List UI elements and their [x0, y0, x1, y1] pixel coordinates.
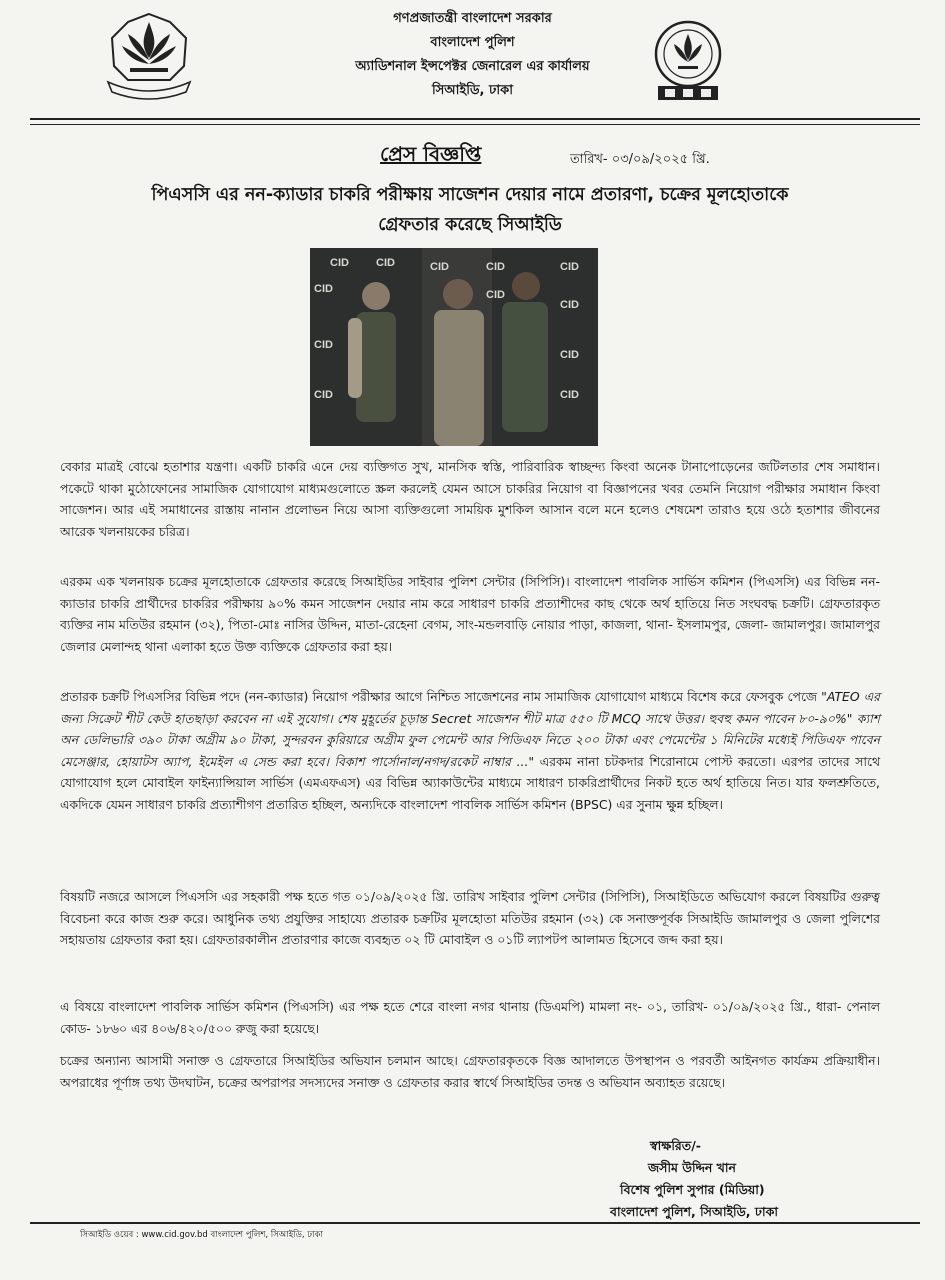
headline-line-2: গ্রেফতার করেছে সিআইডি: [378, 215, 562, 235]
header-line-govt: গণপ্রজাতন্ত্রী বাংলাদেশ সরকার: [393, 11, 552, 26]
signature-designation: বিশেষ পুলিশ সুপার (মিডিয়া): [620, 1182, 765, 1197]
signature-name: জসীম উদ্দিন খান: [648, 1160, 736, 1175]
page-title: প্রেস বিজ্ঞপ্তি: [380, 142, 482, 166]
footer-divider: [30, 1222, 920, 1224]
cid-backdrop-text: CID: [376, 257, 395, 269]
paragraph-5: এ বিষয়ে বাংলাদেশ পাবলিক সার্ভিস কমিশন (পিএসসি) এর পক্ষ হতে শেরে বাংলা নগর থানায় (ডিএমপি) মামলা নং- ০১, তারিখ- ০১/০৯/২০২৫ খ্রি., ধারা- পেনাল কোড- ১৮৬০ এর ৪০৬/৪২০/৫০০ রুজু করা হয়েছে।: [60, 999, 880, 1036]
paragraph-1: বেকার মাত্রই বোঝে হতাশার যন্ত্রণা। একটি চাকরি এনে দেয় ব্যক্তিগত সুখ, মানসিক স্বস্তি, পারিবারিক স্বাচ্ছন্দ্য কিংবা অনেক টানাপোড়েনের জটিলতার শেষ সমাধান। পকেটে থাকা মুঠোফোনের সামাজিক যোগাযোগ মাধ্যমগুলোতে স্ক্রল করলেই যেমন আসে চাকরির নিয়োগ বা বিজ্ঞাপনের খবর তেমনি নিয়োগ পরীক্ষার সমাধান কিংবা সাজেশন। আর এই সমাধানের রাস্তায় নানান প্রলোভন নিয়ে আসা ব্যক্তিগুলো সাময়িক মুশকিল আসান বলে মনে হলেও শেষমেশ তারাও হয়ে ওঠে হতাশার জীবনের আরেক খলনায়কের চরিত্র।: [60, 459, 880, 539]
header-line-office: অ্যাডিশনাল ইন্সপেক্টর জেনারেল এর কার্যালয়: [355, 59, 590, 74]
signature-signed: স্বাক্ষরিত/-: [650, 1138, 701, 1153]
paragraph-3: [60, 686, 880, 815]
cid-backdrop-text: CID: [486, 261, 505, 273]
cid-backdrop-text: CID: [560, 261, 579, 273]
arrest-photo: [310, 248, 598, 446]
header-line-police: বাংলাদেশ পুলিশ: [430, 35, 515, 50]
cid-backdrop-text: CID: [314, 389, 333, 401]
cid-backdrop-text: CID: [314, 283, 333, 295]
header-divider-thin: [30, 124, 920, 125]
paragraph-3-rest: এরকম নানা চটকদার শিরোনামে পোস্ট করতো। এরপর তাদের সাথে যোগাযোগ হলে মোবাইল ফাইন্যান্সিয়াল সার্ভিস (এমএফএস) এর বিভিন্ন অ্যাকাউন্টের মাধ্যমে সাধারণ চাকরিপ্রার্থীদের নিকট হতে অর্থ হাতিয়ে নিত। যার ফলশ্রুতিতে, একদিকে যেমন সাধারণ চাকরি প্রত্যাশীগণ প্রতারিত হচ্ছিল, অন্যদিকে বাংলাদেশ পাবলিক সার্ভিস কমিশন (BPSC) এর সুনাম ক্ষুন্ন হচ্ছিল।: [60, 753, 880, 812]
cid-backdrop-text: CID: [314, 339, 333, 351]
cid-backdrop-text: CID: [486, 289, 505, 301]
cid-backdrop-text: CID: [330, 257, 349, 269]
release-date: তারিখ- ০৩/০৯/২০২৫ খ্রি.: [570, 152, 710, 167]
paragraph-4: বিষয়টি নজরে আসলে পিএসসি এর সহকারী পক্ষ হতে গত ০১/০৯/২০২৫ খ্রি. তারিখ সাইবার পুলিশ সেন্টার (সিপিসি), সিআইডিতে অভিযোগ করলে বিষয়টির গুরুত্ব বিবেচনা করে কাজ শুরু করে। আধুনিক তথ্য প্রযুক্তির সাহায্যে প্রতারক চক্রটির মূলহোতা মতিউর রহমান (৩২) কে সনাক্তপূর্বক সিআইডি জামালপুর ও জেলা পুলিশের সহায়তায় গ্রেফতার করা হয়। গ্রেফতারকালীন প্রতারণার কাজে ব্যবহৃত ০২ টি মোবাইল ও ০১টি ল্যাপটপ আলামত হিসেবে জব্দ করা হয়।: [60, 889, 880, 947]
paragraph-3-quoted-ad: "ATEO এর জন্য সিক্রেট শীট কেউ হাতছাড়া করবেন না এই সুযোগ। শেষ মুহূর্তের চূড়ান্ত Secret সাজেশন শীট মাত্র ৫৫০ টি MCQ সাথে উত্তর। হুবহু কমন পাবেন ৮০-৯০%" ক্যাশ অন ডেলিভারি ৩৯০ টাকা অগ্রীম ৯০ টাকা, সুন্দরবন কুরিয়ারে অগ্রীম ফুল পেমেন্ট আর পিডিএফ নিতে ২০০ টাকা এবং পেমেন্টের ১ মিনিটের মধ্যেই পিডিএফ পাবেন মেসেঞ্জার, হোয়াটস অ্যাপ, ইমেইল এ সেন্ড করা হবে। বিকাশ পার্সোনাল/নগদ/রকেট নাম্বার ...": [60, 689, 880, 769]
paragraph-2: এরকম এক খলনায়ক চক্রের মূলহোতাকে গ্রেফতার করেছে সিআইডির সাইবার পুলিশ সেন্টার (সিপিসি)। বাংলাদেশ পাবলিক সার্ভিস কমিশন (পিএসসি) এর বিভিন্ন নন-ক্যাডার চাকরি প্রার্থীদের চাকরির পরীক্ষায় ৯০% কমন সাজেশন দেয়ার নাম করে সাধারণ চাকরি প্রত্যাশীদের কাছ থেকে অর্থ হাতিয়ে নিত সংঘবদ্ধ চক্রটি। গ্রেফতারকৃত ব্যক্তির নাম মতিউর রহমান (৩২), পিতা-মোঃ নাসির উদ্দিন, মাতা-রেহেনা বেগম, সাং-মন্ডলবাড়ি নোয়ার পাড়া, কাজলা, থানা- ইসলামপুর, জেলা- জামালপুর। জামালপুর জেলার মেলান্দহ থানা এলাকা হতে উক্ত ব্যক্তিকে গ্রেফতার করা হয়।: [60, 574, 880, 654]
cid-backdrop-text: CID: [560, 299, 579, 311]
paragraph-3-intro: প্রতারক চক্রটি পিএসসির বিভিন্ন পদে (নন-ক্যাডার) নিয়োগ পরীক্ষার আগে নিশ্চিত সাজেশনের নাম সামাজিক যোগাযোগ মাধ্যমে বিশেষ করে ফেসবুক পেজে: [60, 689, 822, 704]
headline-line-1: পিএসসি এর নন-ক্যাডার চাকরি পরীক্ষায় সাজেশন দেয়ার নামে প্রতারণা, চক্রের মূলহোতাকে: [151, 185, 789, 205]
cid-backdrop-text: CID: [560, 389, 579, 401]
paragraph-6: চক্রের অন্যান্য আসামী সনাক্ত ও গ্রেফতারে সিআইডির অভিযান চলমান আছে। গ্রেফতারকৃতকে বিজ্ঞ আদালতে উপস্থাপন ও পরবর্তী আইনগত কার্যক্রম প্রক্রিয়াধীন। অপরাধের পূর্ণাঙ্গ তথ্য উদঘাটন, চক্রের অপরাপর সদস্যদের সনাক্ত ও গ্রেফতার করার স্বার্থে সিআইডির তদন্ত ও অভিযান অব্যাহত রয়েছে।: [60, 1053, 880, 1090]
footer-web-address: সিআইডি ওয়েব : www.cid.gov.bd বাংলাদেশ পুলিশ, সিআইডি, ঢাকা: [80, 1230, 323, 1240]
arrest-photo-image: [310, 248, 598, 446]
header-divider: [30, 118, 920, 120]
cid-backdrop-text: CID: [560, 349, 579, 361]
headline: [40, 180, 900, 240]
header-line-cid: সিআইডি, ঢাকা: [432, 83, 513, 98]
signature-office: বাংলাদেশ পুলিশ, সিআইডি, ঢাকা: [610, 1204, 778, 1219]
cid-backdrop-text: CID: [430, 261, 449, 273]
